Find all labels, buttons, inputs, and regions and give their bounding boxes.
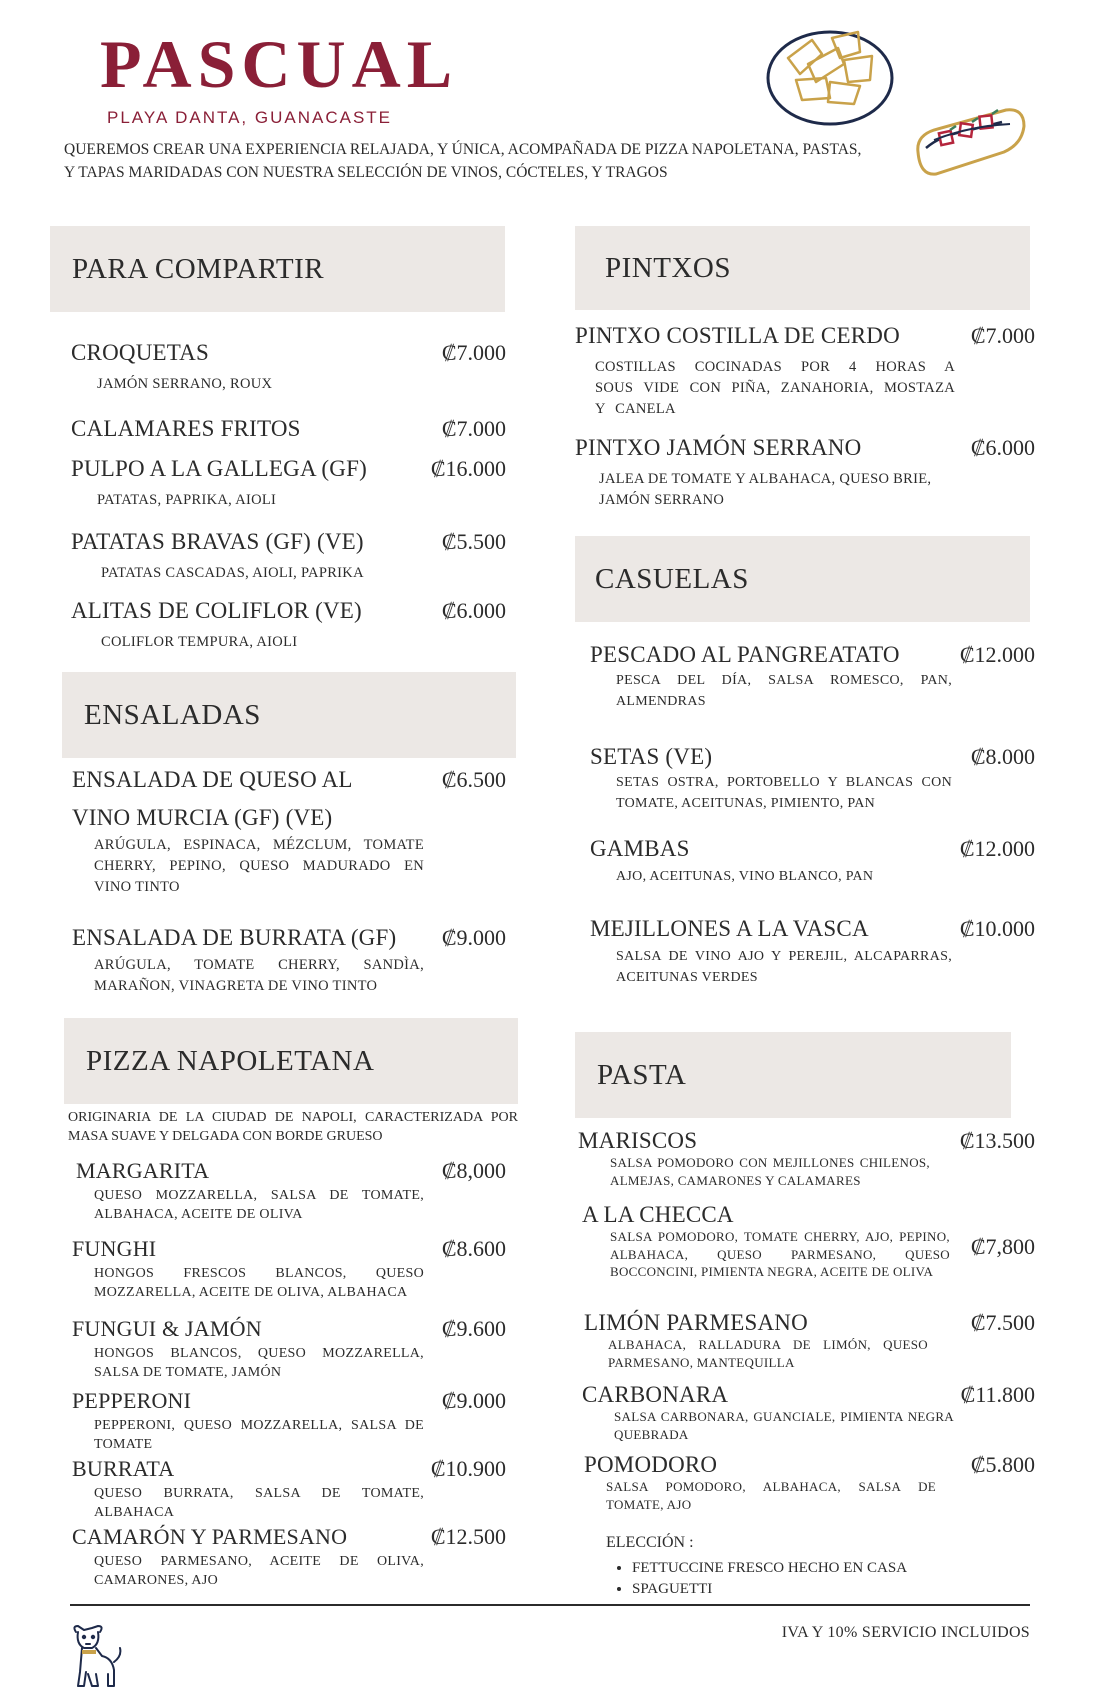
item-name: MARGARITA (76, 1158, 210, 1183)
menu-item (72, 1316, 506, 1388)
item-description: PATATAS, PAPRIKA, AIOLI (97, 492, 277, 508)
menu-item (71, 598, 506, 658)
menu-item (72, 767, 506, 925)
item-description: SETAS OSTRA, PORTOBELLO Y BLANCAS CON TOMATE, ACEITUNAS, PIMIENTO, PAN (616, 775, 952, 811)
item-name: CAMARÓN Y PARMESANO (72, 1524, 348, 1549)
item-description: ARÚGULA, ESPINACA, MÉZCLUM, TOMATE CHERRY, PEPINO, QUESO MADURADO EN VINO TINTO (94, 837, 424, 895)
menu-item (575, 435, 1035, 535)
item-name: FUNGUI & JAMÓN (72, 1316, 262, 1341)
menu-item (72, 1158, 506, 1236)
item-description: COSTILLAS COCINADAS POR 4 HORAS A SOUS VIDE CON PIÑA, ZANAHORIA, MOSTAZA Y CANELA (595, 359, 955, 417)
item-description: HONGOS FRESCOS BLANCOS, QUESO MOZZARELLA, ACEITE DE OLIVA, ALBAHACA (94, 1266, 424, 1300)
menu-item (72, 1524, 506, 1596)
item-description: ARÚGULA, TOMATE CHERRY, SANDÌA, MARAÑON, VINAGRETA DE VINO TINTO (94, 957, 424, 994)
list-item: • FETTUCCINE FRESCO HECHO EN CASA (632, 1558, 1035, 1579)
item-description: QUESO MOZZARELLA, SALSA DE TOMATE, ALBAHACA, ACEITE DE OLIVA (94, 1188, 424, 1222)
menu-item (578, 1452, 1035, 1526)
item-price: ₡10.000 (959, 916, 1035, 941)
intro-text: QUEREMOS CREAR UNA EXPERIENCIA RELAJADA, Y ÚNICA, ACOMPAÑADA DE PIZZA NAPOLETANA, PASTAS, Y TAPAS MARIDADAS CON NUESTRA SELECCIÓN DE VINOS, CÓCTELES, Y TRAGOS (64, 141, 862, 181)
item-price: ₡7.500 (970, 1310, 1035, 1335)
bruschetta-icon (910, 100, 1030, 186)
item-name: SETAS (VE) (590, 744, 713, 769)
item-name: CALAMARES FRITOS (71, 416, 301, 441)
item-price: ₡8.000 (970, 744, 1035, 769)
item-description: SALSA CARBONARA, GUANCIALE, PIMIENTA NEGRA QUEBRADA (614, 1409, 954, 1442)
item-name: PINTXO COSTILLA DE CERDO (575, 323, 900, 348)
menu-item (590, 642, 1035, 744)
list-item: • SPAGUETTI (632, 1579, 1035, 1600)
item-description: SALSA POMODORO CON MEJILLONES CHILENOS, ALMEJAS, CAMARONES Y CALAMARES (610, 1155, 930, 1188)
item-description: SALSA POMODORO, ALBAHACA, SALSA DE TOMATE, AJO (606, 1479, 936, 1512)
item-description: QUESO PARMESANO, ACEITE DE OLIVA, CAMARONES, AJO (94, 1554, 424, 1588)
item-description: COLIFLOR TEMPURA, AIOLI (101, 634, 298, 650)
item-description: ALBAHACA, RALLADURA DE LIMÓN, QUESO PARMESANO, MANTEQUILLA (608, 1337, 928, 1370)
section-title: PASTA (575, 1032, 1011, 1118)
item-price: ₡9.000 (441, 925, 506, 950)
item-description: JAMÓN SERRANO, ROUX (97, 376, 273, 392)
item-name: MEJILLONES A LA VASCA (590, 916, 869, 941)
item-price: ₡12.000 (959, 642, 1035, 667)
section-title: ENSALADAS (62, 672, 516, 758)
item-name: MARISCOS (578, 1128, 698, 1153)
item-name: A LA CHECCA (582, 1202, 734, 1227)
menu-item (578, 1128, 1035, 1202)
item-description: QUESO BURRATA, SALSA DE TOMATE, ALBAHACA (94, 1486, 424, 1520)
item-price: ₡7.000 (441, 416, 506, 441)
item-price: ₡9.000 (441, 1388, 506, 1413)
menu-item (71, 529, 506, 598)
menu-item (590, 916, 1035, 1006)
item-description: AJO, ACEITUNAS, VINO BLANCO, PAN (616, 869, 874, 884)
restaurant-location: PLAYA DANTA, GUANACASTE (107, 108, 393, 127)
item-name: ENSALADA DE QUESO AL (72, 767, 353, 792)
item-description: JALEA DE TOMATE Y ALBAHACA, QUESO BRIE, JAMÓN SERRANO (599, 471, 932, 508)
section-pintxos (575, 226, 1030, 310)
menu-item (590, 744, 1035, 836)
item-price: ₡5.800 (970, 1452, 1035, 1477)
item-name: LIMÓN PARMESANO (584, 1310, 808, 1335)
item-name: POMODORO (584, 1452, 718, 1477)
menu-item (71, 416, 506, 456)
item-description: PEPPERONI, QUESO MOZZARELLA, SALSA DE TOMATE (94, 1418, 424, 1452)
section-title: PARA COMPARTIR (50, 226, 505, 312)
item-description: PESCA DEL DÍA, SALSA ROMESCO, PAN, ALMENDRAS (616, 673, 952, 709)
item-name-line-2: VINO MURCIA (GF) (VE) (72, 805, 333, 830)
item-price: ₡12.000 (959, 836, 1035, 861)
menu-item (72, 1236, 506, 1316)
item-price: ₡12.500 (430, 1524, 506, 1549)
menu-item (71, 340, 506, 416)
pasta-choice-list (606, 1558, 1035, 1600)
menu-item (578, 1382, 1035, 1452)
menu-item (590, 836, 1035, 916)
section-title: CASUELAS (575, 536, 1030, 622)
item-price: ₡13.500 (959, 1128, 1035, 1153)
section-pizza (64, 1018, 518, 1146)
dog-logo-icon (66, 1622, 126, 1690)
service-note: IVA Y 10% SERVICIO INCLUIDOS (781, 1624, 1030, 1641)
item-price: ₡6.000 (970, 435, 1035, 460)
menu-item (72, 925, 506, 1015)
item-name: PEPPERONI (72, 1388, 192, 1413)
item-name: CROQUETAS (71, 340, 209, 365)
item-price: ₡7.000 (441, 340, 506, 365)
restaurant-name: PASCUAL (100, 26, 459, 102)
item-name: PULPO A LA GALLEGA (GF) (71, 456, 367, 481)
section-title: PIZZA NAPOLETANA (64, 1018, 518, 1104)
item-description: SALSA POMODORO, TOMATE CHERRY, AJO, PEPINO, ALBAHACA, QUESO PARMESANO, QUESO BOCCONCINI, PIMIENTA NEGRA, ACEITE DE OLIVA (610, 1229, 950, 1279)
section-description: ORIGINARIA DE LA CIUDAD DE NAPOLI, CARACTERIZADA POR MASA SUAVE Y DELGADA CON BORDE GRUESO (68, 1110, 518, 1144)
item-price: ₡16.000 (430, 456, 506, 481)
item-price: ₡5.500 (441, 529, 506, 554)
menu-item (578, 1202, 1035, 1310)
item-price: ₡10.900 (430, 1456, 506, 1481)
menu-item (71, 456, 506, 529)
item-price: ₡7.000 (970, 323, 1035, 348)
pasta-choice (578, 1534, 1035, 1600)
item-price: ₡8,000 (441, 1158, 506, 1183)
section-title: PINTXOS (575, 226, 1030, 310)
section-pasta (575, 1032, 1011, 1118)
item-price: ₡6.000 (441, 598, 506, 623)
item-description: SALSA DE VINO AJO Y PEREJIL, ALCAPARRAS, ACEITUNAS VERDES (616, 949, 952, 985)
item-price: ₡9.600 (441, 1316, 506, 1341)
footer-divider (70, 1604, 1030, 1606)
menu-item (72, 1456, 506, 1524)
section-ensaladas (62, 672, 516, 758)
item-name: FUNGHI (72, 1236, 157, 1261)
section-casuelas (575, 536, 1030, 622)
pasta-choice-label: ELECCIÓN : (606, 1534, 694, 1551)
section-para-compartir (50, 226, 505, 312)
item-price: ₡11.800 (960, 1382, 1035, 1407)
item-price: ₡7,800 (970, 1234, 1035, 1259)
item-name: GAMBAS (590, 836, 690, 861)
item-description: HONGOS BLANCOS, QUESO MOZZARELLA, SALSA DE TOMATE, JAMÓN (94, 1346, 424, 1380)
item-name: PINTXO JAMÓN SERRANO (575, 435, 862, 460)
menu-item (578, 1310, 1035, 1382)
item-name: PESCADO AL PANGREATATO (590, 642, 900, 667)
item-price: ₡6.500 (441, 767, 506, 792)
item-name: CARBONARA (582, 1382, 729, 1407)
item-description: PATATAS CASCADAS, AIOLI, PAPRIKA (101, 565, 364, 581)
item-name: ENSALADA DE BURRATA (GF) (72, 925, 397, 950)
item-name: BURRATA (72, 1456, 175, 1481)
item-name: ALITAS DE COLIFLOR (VE) (71, 598, 362, 623)
item-price: ₡8.600 (441, 1236, 506, 1261)
menu-item (72, 1388, 506, 1456)
item-name: PATATAS BRAVAS (GF) (VE) (71, 529, 364, 554)
fries-bowl-icon (760, 18, 900, 130)
menu-item (575, 323, 1035, 435)
